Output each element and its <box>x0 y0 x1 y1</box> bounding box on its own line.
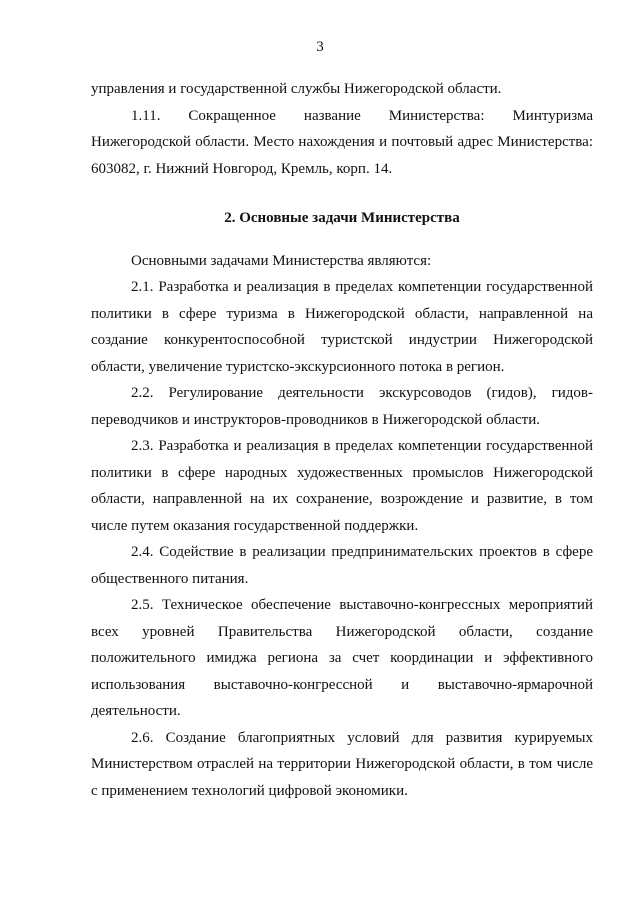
section-intro: Основными задачами Министерства являются: <box>131 252 432 269</box>
task-item-2-5: 2.5. Техническое обеспечение выставочно-конгрессных мероприятий всех уровней Правительства Нижегородской области, создание положительного имиджа региона за счет координации и эффективного использования выставочно-конгрессной и выставочно-ярмарочной деятельности. <box>91 597 593 719</box>
task-item-2-4: 2.4. Содействие в реализации предпринимательских проектов в сфере общественного питания. <box>91 544 593 587</box>
continuation-paragraph: управления и государственной службы Нижегородской области. <box>91 81 502 97</box>
task-item-2-2: 2.2. Регулирование деятельности экскурсоводов (гидов), гидов-переводчиков и инструкторов-проводников в Нижегородской области. <box>91 385 593 428</box>
task-item-2-1: 2.1. Разработка и реализация в пределах компетенции государственной политики в сфере туризма в Нижегородской области, направленной на создание конкурентоспособной туристской индустрии Нижегородской области, увеличение туристско-экскурсионного потока в регион. <box>91 279 593 375</box>
section-title: 2. Основные задачи Министерства <box>224 210 460 226</box>
task-item-2-6: 2.6. Создание благоприятных условий для развития курируемых Министерством отраслей на территории Нижегородской области, в том числе с применением технологий цифровой экономики. <box>91 729 593 799</box>
clause-1-11: 1.11. Сокращенное название Министерства: Минтуризма Нижегородской области. Место нахождения и почтовый адрес Министерства: 603082, г. Нижний Новгород, Кремль, корп. 14. <box>91 107 593 177</box>
document-body <box>91 76 593 804</box>
task-item-2-3: 2.3. Разработка и реализация в пределах компетенции государственной политики в сфере народных художественных промыслов Нижегородской области, направленной на их сохранение, возрождение и развитие, в том числе путем оказания государственной поддержки. <box>91 438 593 534</box>
page-number: 3 <box>316 39 324 55</box>
